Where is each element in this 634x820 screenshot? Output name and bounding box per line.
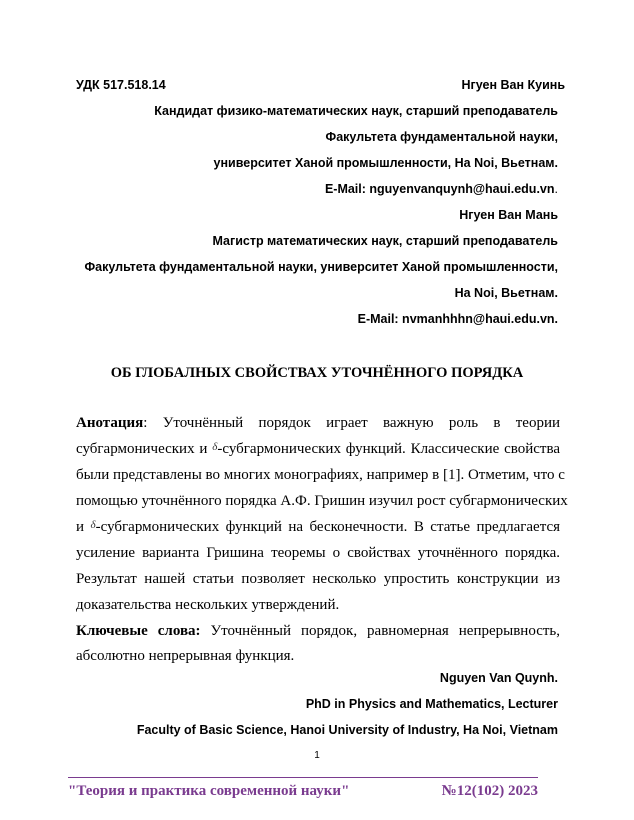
author1-email-dot: . (554, 182, 558, 196)
abstract-line-7: Результат нашей статьи позволяет несколько упростить конструкции из (76, 571, 560, 587)
keywords-text-1: Уточнённый порядок, равномерная непрерывность, (210, 623, 560, 639)
abstract-line-2 (76, 441, 560, 458)
page-number: 1 (314, 750, 320, 761)
author1-university: университет Ханой промышленности, Ha Noi, Вьетнам. (213, 156, 558, 170)
abstract-label: Анотация (76, 415, 144, 431)
footer-divider (68, 777, 538, 778)
author1-faculty: Факультета фундаментальной науки, (325, 130, 558, 144)
footer-issue: №12(102) 2023 (441, 783, 538, 799)
abstract-line-6: усиление варианта Гришина теоремы о свойствах уточнённого порядка. (76, 545, 560, 561)
delta-symbol: δ (212, 441, 218, 453)
paper-title: ОБ ГЛОБАЛНЫХ СВОЙСТВАХ УТОЧНЁННОГО ПОРЯДКА (110, 365, 524, 381)
abstract-line-8: доказательства нескольких утверждений. (76, 597, 340, 613)
delta-symbol-2: δ (90, 519, 96, 531)
keywords-label: Ключевые слова: (76, 623, 201, 639)
abstract-line-3: были представлены во многих монографиях, например в [1]. Отметим, что с (76, 467, 565, 483)
author1-email (325, 182, 558, 196)
author2-city: Ha Noi, Вьетнам. (454, 286, 558, 300)
abstract-text-1: Уточнённый порядок играет важную роль в теории (162, 415, 561, 431)
author1-name: Нгуен Ван Куинь (461, 78, 565, 92)
footer-journal: "Теория и практика современной науки" (68, 783, 350, 799)
author2-email[interactable]: E-Mail: nvmanhhhn@haui.edu.vn. (357, 312, 558, 326)
author1-degree: Кандидат физико-математических наук, старший преподаватель (154, 104, 558, 118)
abstract-colon: : (143, 415, 148, 431)
abstract-text-5a: и (76, 519, 85, 535)
author1-email-text[interactable]: E-Mail: nguyenvanquynh@haui.edu.vn (324, 182, 555, 196)
abstract-text-2b: -субгармонических функций. Классические свойства (217, 441, 560, 457)
keywords-line-2: абсолютно непрерывная функция. (76, 648, 295, 664)
author2-degree: Магистр математических наук, старший преподаватель (212, 234, 558, 248)
author2-faculty: Факультета фундаментальной науки, университет Ханой промышленности, (84, 260, 558, 274)
english-affiliation: Faculty of Basic Science, Hanoi University of Industry, Ha Noi, Vietnam (136, 723, 558, 737)
english-name: Nguyen Van Quynh. (439, 671, 558, 685)
abstract-line-5 (76, 519, 560, 536)
udk-code: УДК 517.518.14 (76, 78, 166, 92)
keywords-line-1 (76, 623, 560, 640)
abstract-line-4: помощью уточнённого порядка А.Ф. Гришин изучил рост субгармонических (76, 493, 568, 509)
abstract-text-2a: субгармонических и (76, 441, 208, 457)
english-degree: PhD in Physics and Mathematics, Lecturer (305, 697, 558, 711)
author2-name: Нгуен Ван Мань (459, 208, 558, 222)
abstract-line-1 (76, 415, 560, 432)
abstract-text-5b: -субгармонических функций на бесконечности. В статье предлагается (95, 519, 561, 535)
